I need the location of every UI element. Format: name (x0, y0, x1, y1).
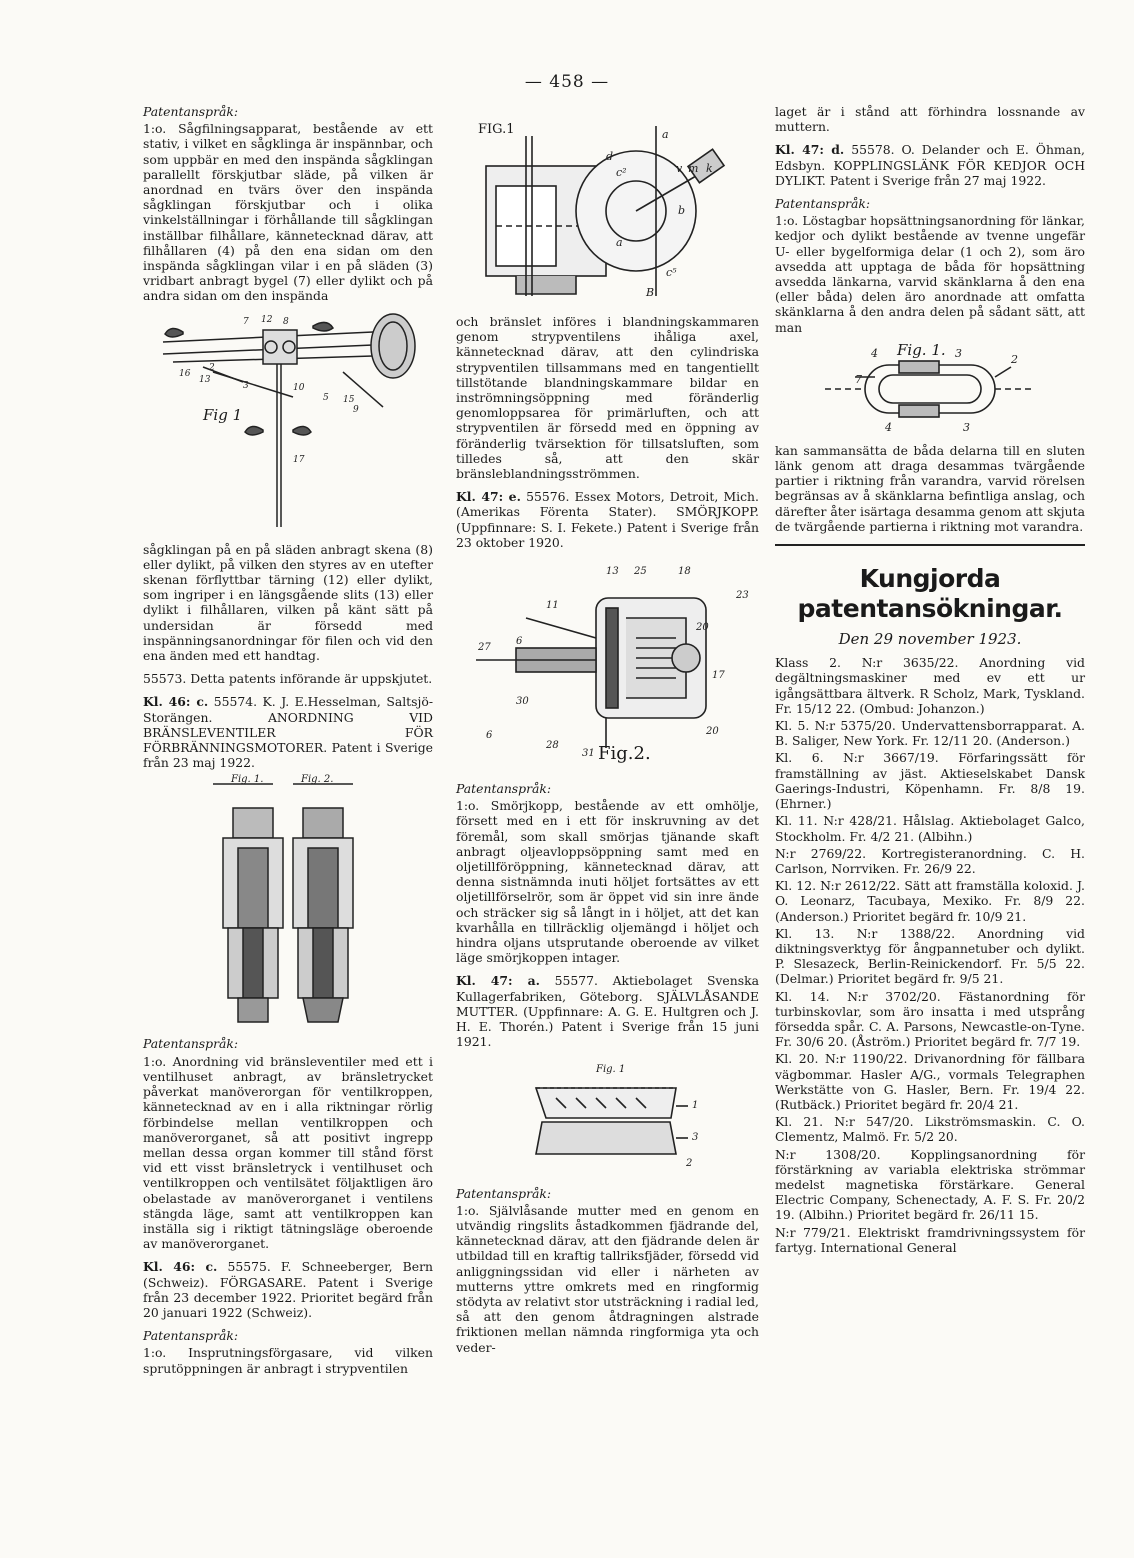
section-date: Den 29 november 1923. (838, 630, 1022, 649)
class-code: Kl. 47: a. (456, 973, 540, 989)
svg-text:4: 4 (871, 346, 878, 360)
claim-heading: Patentanspråk: (143, 104, 239, 119)
svg-text:3: 3 (243, 380, 249, 391)
svg-text:2: 2 (209, 362, 215, 373)
svg-text:3: 3 (963, 420, 970, 434)
svg-text:a: a (616, 236, 623, 249)
svg-text:23: 23 (736, 590, 749, 602)
list-item: Kl. 6. N:r 3667/19. Förfaringssätt för framställning av jäst. Aktieselskabet Dansk Gaerings-Industri, Köpenhamn. Fr. 8/8 19. (Ehrner.) (775, 750, 1085, 812)
figure-label: Fig.2. (598, 743, 651, 765)
svg-text:28: 28 (546, 740, 559, 752)
claim-continuation: och bränslet införes i blandningskammaren genom strypventilens ihåliga axel, kännetecknad därav, att den cylindriska strypventilen tillsammans med en tangentiellt tillstötande blandningskammare bildar en inströmningsöppning med föränderlig genomloppsarea för primärluften, och att strypventilen är försedd med en öppning av föränderlig tvärsektion för tillsatsluften, som tilledes så, att den skär bränsleblandningsströmmen. (456, 314, 759, 482)
svg-text:31: 31 (582, 748, 595, 760)
svg-text:15: 15 (343, 394, 355, 405)
class-code: Kl. 47: e. (456, 489, 521, 505)
entry-text: 55575. F. Schneeberger, Bern (Schweiz). FÖRGASARE. Patent i Sverige från 23 december 1922. Prioritet begärd från 20 januari 1922 (Schweiz). (143, 1259, 433, 1320)
svg-text:25: 25 (634, 566, 647, 578)
svg-text:27: 27 (478, 642, 491, 654)
svg-text:k: k (706, 162, 713, 175)
svg-text:30: 30 (516, 696, 529, 708)
svg-text:v: v (676, 162, 683, 175)
svg-text:6: 6 (516, 636, 523, 648)
svg-text:7: 7 (855, 372, 862, 386)
svg-text:17: 17 (712, 670, 725, 682)
list-item: Klass 2. N:r 3635/22. Anordning vid degältningsmaskiner med ev ett ur igångsättbara ältverk. R Scholz, Mark, Tyskland. Fr. 15/12 22. (Ombud: Johanzon.) (775, 655, 1085, 716)
class-code: Kl. 46: c. (143, 1259, 218, 1275)
figure-coupling-link (775, 340, 1085, 435)
svg-text:4: 4 (885, 420, 892, 434)
claim-heading: Patentanspråk: (456, 781, 552, 797)
figure-label: Fig. 1 (596, 1063, 626, 1075)
svg-text:16: 16 (179, 368, 191, 379)
svg-text:8: 8 (283, 316, 289, 327)
figure-fuel-valve (143, 774, 433, 1028)
lubricator-drawing (456, 558, 759, 773)
patent-entry-55578 (775, 142, 1085, 188)
list-item: Kl. 13. N:r 1388/22. Anordning vid diktningsverktyg för ångpannetuber och dylikt. P. Slesazeck, Berlin-Reinickendorf. Fr. 5/5 22. (Delmar.) Prioritet begärd fr. 9/5 21. (775, 925, 1085, 987)
claim-continuation: sågklingan på en på släden anbragt skena (8) eller dylikt, på vilken den styres av en utefter skenan förflyttbar tärning (12) eller dylikt, som ingriper i en längsgående slits (13) eller dylikt i filhållaren, vilken på känt sätt på undersidan är försedd med inspänningsanordningar för filen och vid den ena änden med ett handtag. (143, 541, 433, 664)
svg-text:20: 20 (696, 622, 709, 634)
column-1 (143, 104, 433, 1384)
svg-text:20: 20 (706, 726, 719, 738)
list-item: Kl. 5. N:r 5375/20. Undervattensborrapparat. A. B. Saliger, New York. Fr. 12/11 20. (Anderson.) (775, 718, 1085, 749)
figure-label: Fig. 1. (231, 774, 264, 786)
patent-entry-55574 (143, 694, 433, 770)
claim-text: 1:o. Sågfilningsapparat, bestående av ett stativ, i vilket en sågklinga är inspännbar, och som uppbär en med den inspända sågklingan parallellt förskjutbar släde, på vilken är anordnad en tvärs över den inspända sågklingan förskjutbar och i olika vinkelställningar i förhållande till sågklingan inställbar filhållare, kännetecknad därav, att filhållaren (4) på den ena sidan om den inspända sågklingan vilar i en på släden (3) vridbart anbragt bygel (7) eller dylikt och på andra sidan om den inspända (143, 121, 433, 304)
svg-text:10: 10 (293, 382, 305, 393)
svg-text:5: 5 (323, 392, 329, 403)
list-item: Kl. 12. N:r 2612/22. Sätt att framställa koloxid. J. O. Leonarz, Tacubaya, Mexiko. Fr. 8/9 22. (Anderson.) Prioritet begärd fr. 10/9 21. (775, 878, 1085, 924)
claim-text: 1:o. Självlåsande mutter med en genom en utvändig ringslits åstadkommen fjädrande del, kännetecknad därav, att den fjädrande delen är utbildad till en kraftig tallriksfjäder, försedd vid anliggningssidan vid eller i närheten av mutterns yttre omkrets med en ringformig stödyta av relativt stor utsträckning i radial led, så att den genom åtdragningen alstrade friktionen mellan nämnda ringformiga yta och veder- (456, 1202, 759, 1355)
svg-text:2: 2 (1011, 352, 1018, 366)
svg-text:3: 3 (692, 1131, 699, 1143)
section-title: Kungjorda patentansökningar. (797, 564, 1063, 624)
figure-lubricator (456, 558, 759, 773)
svg-text:B: B (646, 286, 655, 299)
svg-text:13: 13 (606, 566, 619, 578)
svg-text:b: b (678, 204, 686, 217)
figure-label: Fig. 2. (301, 774, 334, 786)
entry-text: 55576. Essex Motors, Detroit, Mich. (Amerikas Förenta Stater). SMÖRJKOPP. (Uppfinnare: S. I. Fekete.) Patent i Sverige från 23 oktober 1920. (456, 489, 759, 550)
claim-text: 1:o. Anordning vid bränsleventiler med ett i ventilhuset anbragt, av bränsletrycket påverkat manöverorgan för ventilkroppen, kännetecknad av en i alla riktningar rörlig förbindelse mellan ventilkroppen och manöverorganet, så att positivt ingrepp mellan dessa organ kommer till stånd först vid ett visst bränsletryck i ventilhuset och ventilkroppen och ventilsätet följaktligen äro obelastade av manöverorganet i ventilens stängda läge, samt att ventilkroppen kan inställa sig i riktigt tätningsläge oberoende av manöverorganet. (143, 1053, 433, 1252)
figure-label: FIG.1 (478, 122, 515, 137)
svg-text:m: m (688, 162, 699, 175)
svg-text:3: 3 (955, 346, 962, 360)
svg-text:c⁵: c⁵ (666, 266, 677, 279)
saw-apparatus-drawing (143, 312, 433, 534)
claim-continuation: kan sammansätta de båda delarna till en sluten länk genom att draga desammas tvärgående partier i riktning från varandra, varvid rörelsen begränsas av å skänklarna befintliga anslag, och därefter åter isärtaga desamma genom att skjuta de tvärgående partierna i riktning mot varandra. (775, 442, 1085, 534)
patent-entry-55577 (456, 973, 759, 1049)
entry-text: 55577. Aktiebolaget Svenska Kullagerfabriken, Göteborg. SJÄLVLÅSANDE MUTTER. (Uppfinnare: A. G. E. Hultgren och J. H. E. Thorén.) Patent i Sverige från 15 juni 1921. (456, 973, 759, 1050)
list-item: Kl. 14. N:r 3702/20. Fästanordning för turbinskovlar, som äro insatta i med utsprång försedda spår. C. A. Parsons, Newcastle-on-Tyne. Fr. 30/6 20. (Åström.) Prioritet begärd fr. 7/7 19. (775, 988, 1085, 1050)
claim-text: 1:o. Smörjkopp, bestående av ett omhölje, försett med en i ett för inskruvning av det föremål, som skall smörjas tjänande skaft anbragt oljeavloppsöppning samt med en oljetillföröppning, kännetecknad därav, att denna sistnämnda inuti höljet fortsättes av ett oljetillförselrör, som är öppet vid sin inre ände och sträcker sig så långt in i höljet, att det kan kvarhålla en tillräcklig oljemängd i höljet och hindra oljans utsprutande oberoende av vilket läge smörjkoppen intager. (456, 798, 759, 966)
claim-heading: Patentanspråk: (456, 1185, 552, 1201)
column-3 (775, 104, 1085, 1257)
svg-text:7: 7 (243, 316, 249, 327)
svg-text:a: a (662, 128, 669, 141)
claim-heading: Patentanspråk: (775, 196, 871, 212)
svg-text:d: d (606, 150, 614, 163)
list-item: N:r 1308/20. Kopplingsanordning för förstärkning av variabla elektriska strömmar medelst magnetiska förstärkare. General Electric Company, Schenectady, A. F. S. Fr. 20/2 19. (Albihn.) Prioritet begärd fr. 26/11 15. (775, 1146, 1085, 1223)
list-item: Kl. 20. N:r 1190/22. Drivanordning för fällbara vägbommar. Hasler A/G., vormals Telegraphen Werkstätte von G. Hasler, Bern. Fr. 19/4 22. (Rutbäck.) Prioritet begärd fr. 20/4 21. (775, 1051, 1085, 1112)
svg-text:18: 18 (678, 566, 691, 578)
svg-text:17: 17 (293, 454, 305, 465)
list-item: N:r 2769/22. Kortregisteranordning. C. H. Carlson, Norrviken. Fr. 26/9 22. (775, 845, 1085, 876)
claim-text: 1:o. Insprutningsförgasare, vid vilken sprutöppningen är anbragt i strypventilen (143, 1345, 433, 1376)
fuel-valve-drawing (143, 778, 433, 1028)
svg-text:c²: c² (616, 166, 627, 179)
list-item: Kl. 21. N:r 547/20. Likströmsmaskin. C. O. Clementz, Malmö. Fr. 5/2 20. (775, 1114, 1085, 1145)
page-number: — 458 — (524, 72, 610, 92)
claim-heading: Patentanspråk: (143, 1328, 239, 1344)
section-divider (775, 544, 1085, 546)
svg-text:11: 11 (546, 600, 559, 612)
column-2 (456, 112, 759, 1363)
figure-saw-filing-apparatus (143, 312, 433, 534)
svg-text:13: 13 (199, 374, 211, 385)
figure-label: Fig. 1. (897, 340, 946, 359)
svg-text:12: 12 (261, 314, 273, 325)
svg-text:2: 2 (686, 1157, 693, 1169)
class-code: Kl. 47: d. (775, 142, 845, 158)
list-item: N:r 779/21. Elektriskt framdrivningssystem för fartyg. International General (775, 1224, 1085, 1255)
entry-text: 55578. O. Delander och E. Öhman, Edsbyn. KOPPLINGSLÄNK FÖR KEDJOR OCH DYLIKT. Patent i Sverige från 27 maj 1922. (775, 142, 1085, 188)
carburetor-drawing (456, 116, 759, 306)
patent-entry-55576 (456, 489, 759, 550)
figure-label: Fig 1 (203, 405, 243, 424)
class-code: Kl. 46: c. (143, 694, 209, 710)
entry-text: 55574. K. J. E.Hesselman, Saltsjö-Storängen. ANORDNING VID BRÄNSLEVENTILER FÖR FÖRBRÄNNINGSMOTORER. Patent i Sverige från 23 maj 1922. (143, 694, 434, 771)
svg-text:6: 6 (486, 730, 493, 742)
patent-55573: 55573. Detta patents införande är uppskjutet. (143, 671, 433, 687)
claim-continuation: laget är i stånd att förhindra lossnande av muttern. (775, 104, 1085, 135)
patent-entry-55575 (143, 1259, 433, 1320)
figure-self-locking-nut (456, 1058, 759, 1178)
list-item: Kl. 11. N:r 428/21. Hålslag. Aktiebolaget Galco, Stockholm. Fr. 4/2 21. (Albihn.) (775, 813, 1085, 844)
figure-carburetor (456, 116, 759, 306)
claim-heading: Patentanspråk: (143, 1036, 239, 1052)
svg-text:9: 9 (353, 404, 359, 415)
svg-text:1: 1 (692, 1099, 699, 1111)
claim-text: 1:o. Löstagbar hopsättningsanordning för länkar, kedjor och dylikt bestående av tvenne ungefär U- eller bygelformiga delar (1 och 2), som äro avsedda att upptaga de båda för hopsättning avsedda länkarna, varvid skänklarna å den ena (eller båda) delen äro anordnade att omfatta skänklarna å den andra delen på sådant sätt, att man (775, 213, 1085, 335)
